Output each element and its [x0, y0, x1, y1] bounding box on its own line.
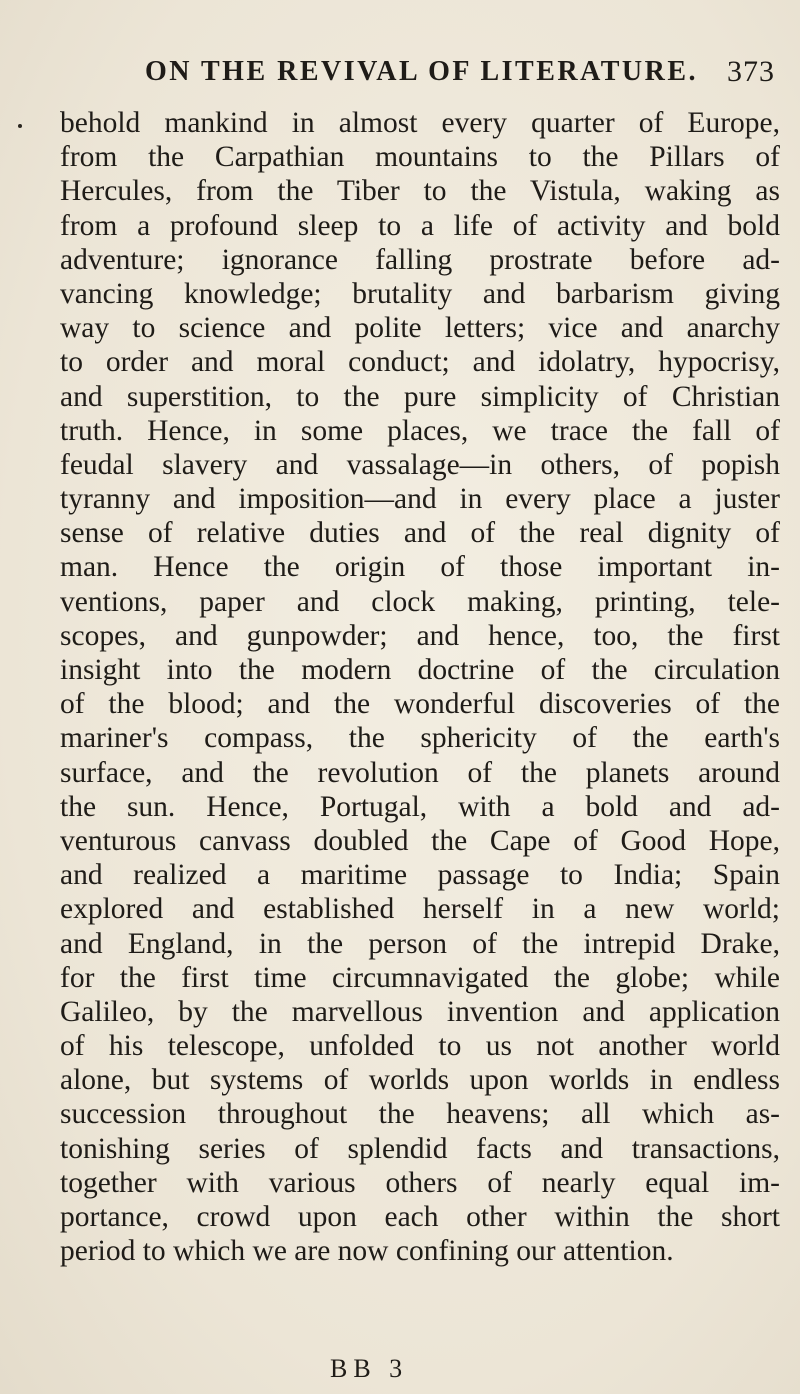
text-line: adventure; ignorance falling prostrate before ad-: [60, 243, 780, 276]
text-line: truth. Hence, in some places, we trace the fall of: [60, 414, 780, 447]
text-line: explored and established herself in a new world;: [60, 893, 780, 926]
running-head-title: ON THE REVIVAL OF LITERATURE.: [145, 56, 699, 87]
text-line: succession throughout the heavens; all which as-: [60, 1098, 780, 1131]
margin-speck: [18, 124, 22, 128]
text-line: period to which we are now confining our attention.: [60, 1235, 674, 1268]
text-line: way to science and polite letters; vice and anarchy: [60, 312, 780, 345]
signature-mark: BB 3: [330, 1354, 409, 1383]
text-line: behold mankind in almost every quarter of Europe,: [60, 107, 780, 139]
text-line: vancing knowledge; brutality and barbarism giving: [60, 277, 780, 310]
text-line: mariner's compass, the sphericity of the earth's: [60, 722, 780, 755]
text-line: portance, crowd upon each other within the short: [60, 1201, 780, 1233]
text-line: scopes, and gunpowder; and hence, too, the first: [60, 619, 780, 652]
text-line: surface, and the revolution of the planets around: [60, 756, 780, 789]
text-line: man. Hence the origin of those important in-: [60, 551, 780, 584]
text-line: and superstition, to the pure simplicity of Christian: [60, 380, 780, 413]
text-line: of his telescope, unfolded to us not another world: [60, 1030, 780, 1063]
text-line: Hercules, from the Tiber to the Vistula, waking as: [60, 175, 780, 208]
text-line: Galileo, by the marvellous invention and application: [60, 995, 780, 1028]
text-line: feudal slavery and vassalage—in others, of popish: [60, 448, 780, 481]
text-line: for the first time circumnavigated the globe; while: [60, 961, 780, 994]
running-head: [145, 52, 775, 92]
text-line: to order and moral conduct; and idolatry, hypocrisy,: [60, 346, 780, 379]
page-number: 373: [727, 55, 775, 88]
text-line: tonishing series of splendid facts and transactions,: [60, 1132, 780, 1165]
body-text: [60, 106, 780, 1268]
text-line: ventions, paper and clock making, printing, tele-: [60, 585, 780, 618]
text-line: and England, in the person of the intrepid Drake,: [60, 927, 780, 960]
text-line: tyranny and imposition—and in every place a juster: [60, 483, 780, 516]
text-line: venturous canvass doubled the Cape of Good Hope,: [60, 824, 780, 857]
text-line: and realized a maritime passage to India; Spain: [60, 859, 780, 892]
text-line: together with various others of nearly equal im-: [60, 1166, 780, 1199]
text-line: the sun. Hence, Portugal, with a bold and ad-: [60, 790, 780, 823]
text-line: sense of relative duties and of the real dignity of: [60, 517, 780, 550]
text-line: alone, but systems of worlds upon worlds in endless: [60, 1064, 780, 1097]
text-line: insight into the modern doctrine of the circulation: [60, 654, 780, 686]
text-line: of the blood; and the wonderful discoveries of the: [60, 688, 780, 721]
text-line: from the Carpathian mountains to the Pillars of: [60, 141, 780, 174]
text-line: from a profound sleep to a life of activity and bold: [60, 209, 780, 242]
